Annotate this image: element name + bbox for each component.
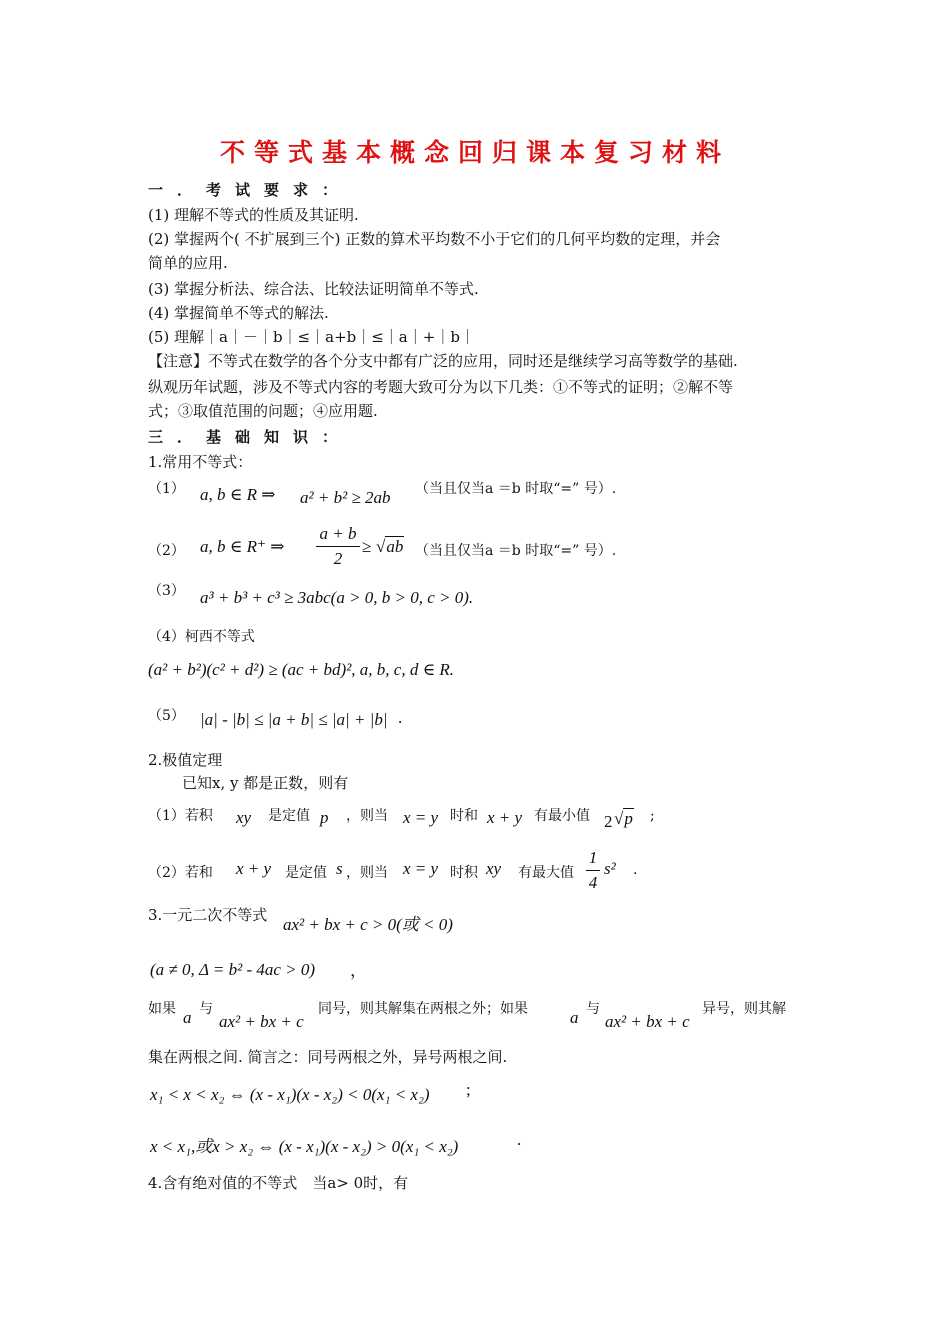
note-line-2: 纵观历年试题，涉及不等式内容的考题大致可分为以下几类：①不等式的证明；②解不等	[148, 378, 734, 396]
equality-condition: （当且仅当a ＝b 时取“=” 号）.	[415, 543, 617, 559]
section-heading-requirements: 一．考试要求：	[148, 181, 352, 199]
note-line-1: 【注意】不等式在数学的各个分支中都有广泛的应用，同时还是继续学习高等数学的基础.	[148, 352, 738, 370]
item-number: （3）	[148, 583, 185, 599]
math-s-squared: s²	[604, 859, 616, 878]
text: ，则当	[346, 808, 388, 824]
requirement-2-cont: 简单的应用.	[148, 254, 228, 272]
item-number: （2）	[148, 543, 185, 559]
formula-quadratic-conditions: (a ≠ 0, Δ = b² - 4ac > 0)	[150, 960, 316, 979]
sqrt-ab: √ab	[376, 537, 404, 556]
formula-outside-roots: x < x₁,或x > x₂ ⇔ (x - x₁)(x - x₂) > 0(x₁ < x₂)	[150, 1137, 459, 1156]
denominator: 4	[588, 873, 598, 892]
fraction-bar	[586, 870, 600, 871]
math-x-eq-y: x = y	[403, 859, 439, 878]
requirement-1: (1) 理解不等式的性质及其证明.	[148, 206, 359, 224]
item-number: （5）	[148, 708, 185, 724]
radicand: ab	[386, 537, 404, 556]
text: 有最大值	[518, 865, 574, 881]
fraction-one-quarter	[586, 848, 600, 893]
text: 时和	[450, 808, 478, 824]
math-a: a	[183, 1008, 192, 1027]
section-heading-basics: 三．基础知识：	[148, 428, 352, 446]
subsection-4-heading: 4.含有绝对值的不等式 当a> 0时，有	[148, 1174, 409, 1192]
math-xy: xy	[486, 859, 502, 878]
text: 异号，则其解	[702, 1001, 786, 1017]
formula-three-cubes: a³ + b³ + c³ ≥ 3abc(a > 0, b > 0, c > 0).	[200, 588, 474, 607]
text: 是定值	[285, 865, 327, 881]
period: .	[633, 862, 638, 878]
requirement-4: (4) 掌握简单不等式的解法.	[148, 304, 329, 322]
math-x-plus-y: x + y	[236, 859, 272, 878]
requirement-3: (3) 掌握分析法、综合法、比较法证明简单不等式.	[148, 280, 479, 298]
text: 与	[586, 1001, 600, 1017]
period: .	[517, 1130, 522, 1149]
math-s: s	[336, 859, 343, 878]
semicolon: ;	[650, 808, 655, 824]
sqrt-p: √p	[614, 809, 633, 828]
period: .	[398, 708, 403, 727]
formula-between-roots: x₁ < x < x₂ ⇔ (x - x₁)(x - x₂) < 0(x₁ < x₂)	[150, 1085, 430, 1104]
fraction-a-plus-b-over-2	[316, 524, 360, 569]
extremum-intro: 已知x, y 都是正数，则有	[182, 774, 349, 792]
extremum-2-label: （2）若和	[148, 865, 213, 881]
text: ，则当	[346, 865, 388, 881]
extremum-1-label: （1）若积	[148, 808, 213, 824]
math-xy: xy	[236, 808, 252, 827]
item-number: （1）	[148, 481, 185, 497]
numerator: a + b	[319, 524, 357, 543]
subsection-3-heading: 3.一元二次不等式	[148, 906, 268, 924]
text: 如果	[148, 1001, 176, 1017]
ge-sign: ≥	[362, 537, 372, 556]
comma: ，	[350, 961, 367, 980]
note-line-3: 式；③取值范围的问题；④应用题.	[148, 402, 378, 420]
text: 时积	[450, 865, 478, 881]
math-x-eq-y: x = y	[403, 808, 439, 827]
text: 同号，则其解集在两根之外；如果	[318, 1001, 528, 1017]
formula-am-gm-squares: a² + b² ≥ 2ab	[300, 488, 391, 507]
math-2: 2	[604, 812, 613, 831]
math-x-plus-y: x + y	[487, 808, 523, 827]
text: 有最小值	[534, 808, 590, 824]
requirement-5: (5) 理解｜a｜－｜b｜≤｜a+b｜≤｜a｜+｜b｜	[148, 328, 475, 346]
math-p: p	[320, 808, 329, 827]
denominator: 2	[333, 549, 343, 568]
equality-condition: （当且仅当a ＝b 时取“=” 号）.	[415, 481, 617, 497]
fraction-bar	[316, 546, 360, 547]
formula-triangle-inequality: |a| - |b| ≤ |a + b| ≤ |a| + |b|	[200, 710, 388, 729]
formula-quadratic-inequality: ax² + bx + c > 0(或 < 0)	[283, 915, 453, 934]
text: 与	[199, 1001, 213, 1017]
math-quadratic: ax² + bx + c	[605, 1012, 690, 1031]
radicand: p	[624, 809, 633, 828]
page-title: 不等式基本概念回归课本复习材料	[219, 138, 730, 167]
subsection-2-heading: 2.极值定理	[148, 751, 223, 769]
quadratic-summary: 集在两根之间. 简言之：同号两根之外，异号两根之间.	[148, 1048, 508, 1066]
text: 是定值	[268, 808, 310, 824]
requirement-2: (2) 掌握两个( 不扩展到三个) 正数的算术平均数不小于它们的几何平均数的定理，并会	[148, 230, 721, 248]
formula-condition: a, b ∈ R⁺ ⇒	[200, 537, 285, 556]
item-number-cauchy: （4）柯西不等式	[148, 629, 255, 645]
formula-cauchy: (a² + b²)(c² + d²) ≥ (ac + bd)², a, b, c, d ∈ R.	[148, 660, 455, 679]
math-quadratic: ax² + bx + c	[219, 1012, 304, 1031]
math-a: a	[570, 1008, 579, 1027]
subsection-1-heading: 1.常用不等式：	[148, 453, 253, 471]
semicolon: ;	[466, 1080, 471, 1099]
numerator: 1	[588, 848, 598, 867]
formula-condition: a, b ∈ R ⇒	[200, 485, 276, 504]
